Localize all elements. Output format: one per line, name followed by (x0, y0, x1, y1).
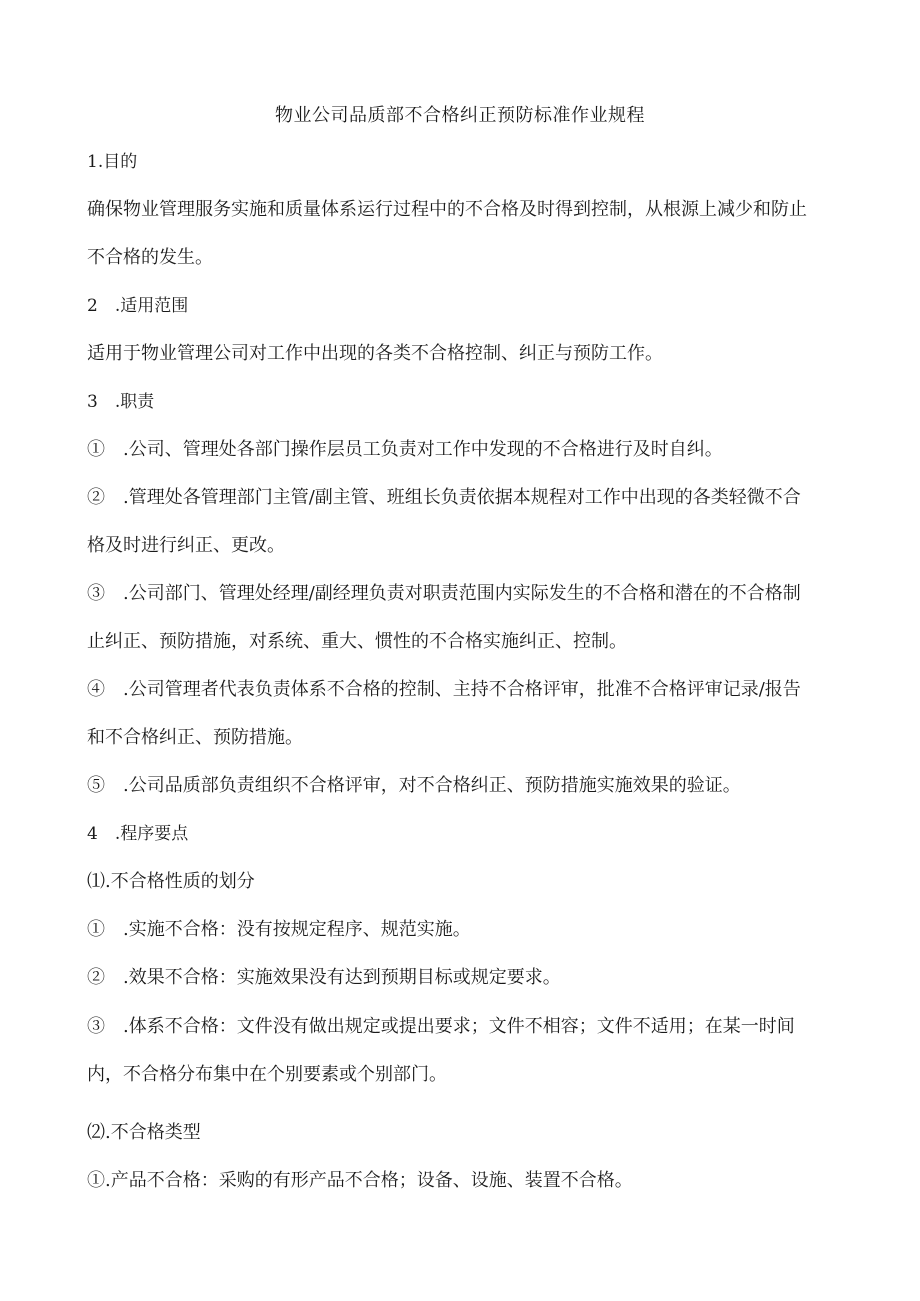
list-item-continuation: 格及时进行纠正、更改。 (87, 535, 285, 556)
list-item-continuation: 和不合格纠正、预防措施。 (87, 727, 303, 748)
list-item: ③ .公司部门、管理处经理/副经理负责对职责范围内实际发生的不合格和潜在的不合格制 (87, 583, 801, 604)
section-heading-responsibilities: 3 .职责 (87, 392, 155, 412)
list-item: ② .效果不合格：实施效果没有达到预期目标或规定要求。 (87, 967, 561, 988)
list-item-continuation: 内，不合格分布集中在个别要素或个别部门。 (87, 1064, 447, 1085)
list-item: ① .公司、管理处各部门操作层员工负责对工作中发现的不合格进行及时自纠。 (87, 439, 723, 460)
list-item: ④ .公司管理者代表负责体系不合格的控制、主持不合格评审，批准不合格评审记录/报告 (87, 679, 801, 700)
paragraph-line: 确保物业管理服务实施和质量体系运行过程中的不合格及时得到控制，从根源上减少和防止 (87, 199, 807, 220)
subsection-heading: ⑵.不合格类型 (87, 1122, 201, 1143)
list-item-continuation: 止纠正、预防措施，对系统、重大、惯性的不合格实施纠正、控制。 (87, 631, 627, 652)
paragraph-line: 不合格的发生。 (87, 247, 213, 268)
section-heading-scope: 2 .适用范围 (87, 296, 189, 316)
list-item: ② .管理处各管理部门主管/副主管、班组长负责依据本规程对工作中出现的各类轻微不合 (87, 487, 801, 508)
document-title: 物业公司品质部不合格纠正预防标准作业规程 (275, 105, 645, 126)
list-item: ⑤ .公司品质部负责组织不合格评审，对不合格纠正、预防措施实施效果的验证。 (87, 775, 741, 796)
list-item: ①.产品不合格：采购的有形产品不合格；设备、设施、装置不合格。 (87, 1170, 633, 1191)
section-heading-procedure: 4 .程序要点 (87, 824, 189, 844)
list-item: ① .实施不合格：没有按规定程序、规范实施。 (87, 919, 471, 940)
subsection-heading: ⑴.不合格性质的划分 (87, 871, 255, 892)
paragraph-line: 适用于物业管理公司对工作中出现的各类不合格控制、纠正与预防工作。 (87, 343, 663, 364)
section-heading-purpose: 1.目的 (87, 152, 138, 172)
list-item: ③ .体系不合格：文件没有做出规定或提出要求；文件不相容；文件不适用；在某一时间 (87, 1016, 795, 1037)
